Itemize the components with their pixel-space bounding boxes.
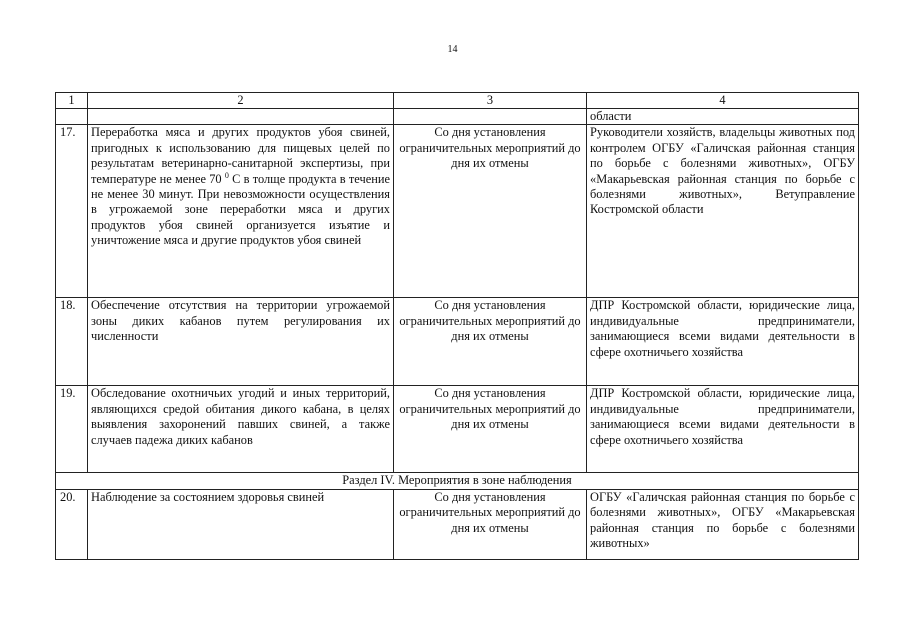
column-header-2: 2	[88, 93, 394, 109]
deadline-cell: Со дня установления ограничительных мероприятий до дня их отмены	[394, 489, 587, 559]
column-header-4: 4	[587, 93, 859, 109]
measure-cell: Обеспечение отсутствия на территории угрожаемой зоны диких кабанов путем регулирования их численности	[88, 298, 394, 386]
row-number	[56, 109, 88, 125]
table-row-17	[56, 125, 859, 298]
column-header-1: 1	[56, 93, 88, 109]
table-row-continuation	[56, 109, 859, 125]
row-number: 17.	[56, 125, 88, 298]
row-number: 18.	[56, 298, 88, 386]
table-row-18	[56, 298, 859, 386]
table-row-19	[56, 386, 859, 473]
measure-text-cont: С в толще продукта в течение не менее 30 минут. При невозможности осуществления в угрожаемой зоне переработки мяса и других продуктов убоя свиней организуется изъятие и уничтожение мяса и другие продуктов убоя свиней	[91, 171, 390, 248]
measure-cell: Наблюдение за состоянием здоровья свиней	[88, 489, 394, 559]
measures-table	[55, 92, 859, 560]
measure-text: Переработка мяса и других продуктов убоя свиней, пригодных к использованию для пищевых целей по результатам ветеринарно-санитарной экспертизы, при температуре не менее 70	[91, 125, 390, 186]
responsible-cell: ДПР Костромской области, юридические лица, индивидуальные предприниматели, занимающиеся всеми видами деятельности в сфере охотничьего хозяйства	[587, 298, 859, 386]
deadline-cell: Со дня установления ограничительных мероприятий до дня их отмены	[394, 125, 587, 298]
deadline-cell: Со дня установления ограничительных мероприятий до дня их отмены	[394, 298, 587, 386]
responsible-cell: области	[587, 109, 859, 125]
page-number: 14	[447, 44, 458, 55]
degree-superscript: 0	[224, 170, 229, 180]
responsible-cell: Руководители хозяйств, владельцы животных под контролем ОГБУ «Галичская районная станция по борьбе с болезнями животных», ОГБУ «Макарьевская районная станция по борьбе с болезнями животных», Ветуправление Костромской области	[587, 125, 859, 298]
table-row-20	[56, 489, 859, 559]
responsible-cell: ДПР Костромской области, юридические лица, индивидуальные предприниматели, занимающиеся всеми видами деятельности в сфере охотничьего хозяйства	[587, 386, 859, 473]
table-header-row	[56, 93, 859, 109]
measure-cell: Обследование охотничьих угодий и иных территорий, являющихся средой обитания дикого кабана, в целях выявления захоронений павших свиней, а также случаев падежа диких кабанов	[88, 386, 394, 473]
responsible-cell: ОГБУ «Галичская районная станция по борьбе с болезнями животных», ОГБУ «Макарьевская районная станция по борьбе с болезнями животных»	[587, 489, 859, 559]
measure-cell	[88, 125, 394, 298]
row-number: 20.	[56, 489, 88, 559]
deadline-cell	[394, 109, 587, 125]
row-number: 19.	[56, 386, 88, 473]
deadline-cell: Со дня установления ограничительных мероприятий до дня их отмены	[394, 386, 587, 473]
measure-cell	[88, 109, 394, 125]
section-heading: Раздел IV. Мероприятия в зоне наблюдения	[56, 473, 859, 489]
column-header-3: 3	[394, 93, 587, 109]
section-row	[56, 473, 859, 489]
